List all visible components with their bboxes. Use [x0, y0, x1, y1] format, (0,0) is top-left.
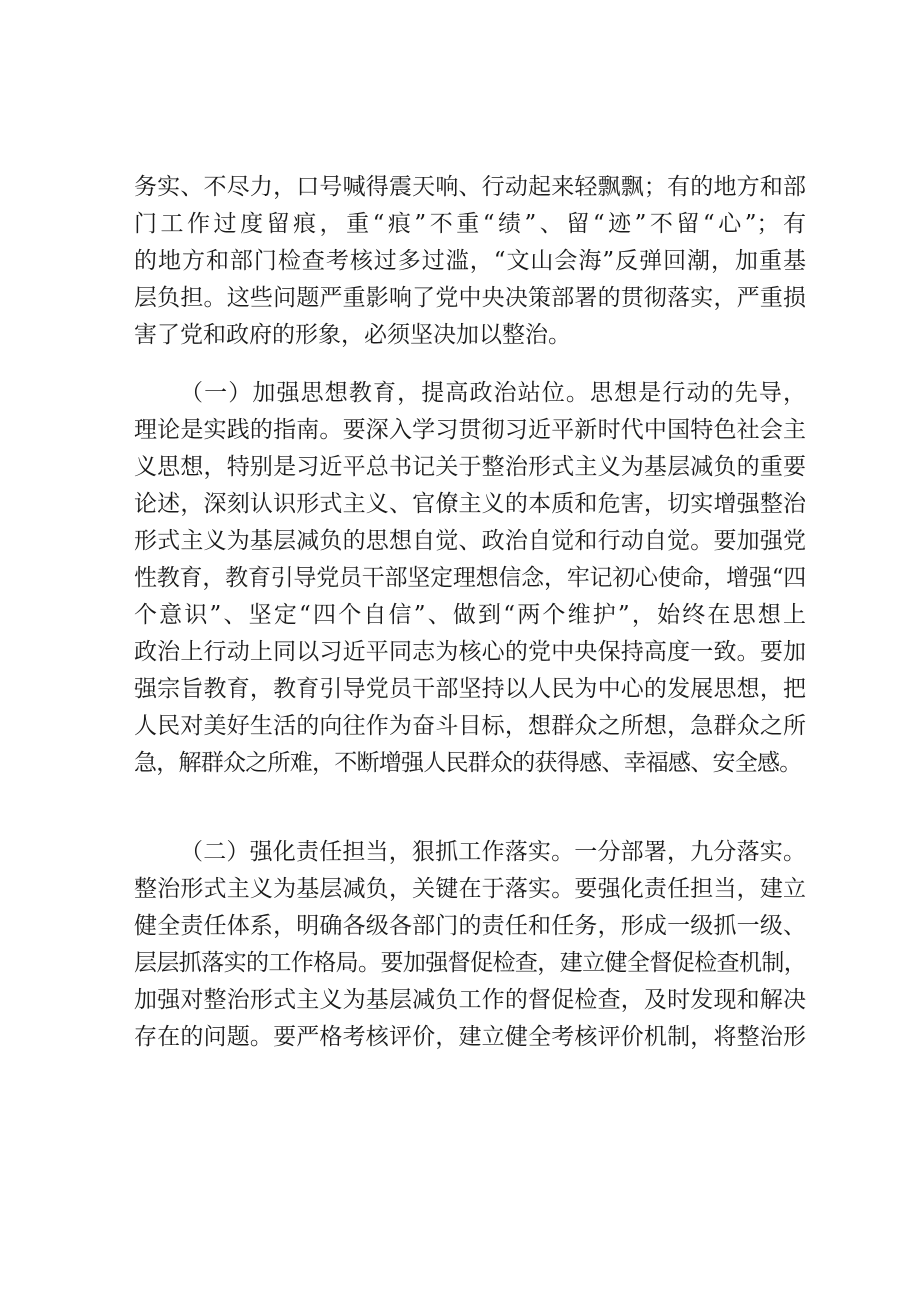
- text-line: 义思想，特别是习近平总书记关于整治形式主义为基层减负的重要: [134, 454, 806, 480]
- text-line: 害了党和政府的形象，必须坚决加以整治。: [134, 322, 571, 348]
- paragraph-continued: [134, 169, 806, 354]
- text-line: 加强对整治形式主义为基层减负工作的督促检查，及时发现和解决: [134, 987, 806, 1013]
- text-line: 政治上行动上同以习近平同志为核心的党中央保持高度一致。要加: [134, 639, 806, 665]
- text-line: 整治形式主义为基层减负，关键在于落实。要强化责任担当，建立: [134, 876, 806, 902]
- text-line: 论述，深刻认识形式主义、官僚主义的本质和危害，切实增强整治: [134, 491, 806, 517]
- text-line: 健全责任体系，明确各级各部门的责任和任务，形成一级抓一级、: [134, 913, 806, 939]
- paragraph-responsibility: [134, 834, 806, 1056]
- text-line-indented: （二）强化责任担当，狠抓工作落实。一分部署，九分落实。: [180, 839, 806, 865]
- text-line: 理论是实践的指南。要深入学习贯彻习近平新时代中国特色社会主: [134, 417, 806, 443]
- text-line: 强宗旨教育，教育引导党员干部坚持以人民为中心的发展思想，把: [134, 676, 806, 702]
- text-line: 门工作过度留痕，重“痕”不重“绩”、留“迹”不留“心”；有: [134, 211, 806, 237]
- text-line-indented: （一）加强思想教育，提高政治站位。思想是行动的先导，: [180, 380, 806, 406]
- paragraph-ideological-education: [134, 375, 806, 782]
- text-line: 急，解群众之所难，不断增强人民群众的获得感、幸福感、安全感。: [134, 750, 802, 776]
- text-line: 形式主义为基层减负的思想自觉、政治自觉和行动自觉。要加强党: [134, 528, 806, 554]
- text-line: 层层抓落实的工作格局。要加强督促检查，建立健全督促检查机制，: [134, 950, 806, 976]
- text-line: 的地方和部门检查考核过多过滥，“文山会海”反弹回潮，加重基: [134, 248, 806, 274]
- text-line: 性教育，教育引导党员干部坚定理想信念，牢记初心使命，增强“四: [134, 565, 806, 591]
- text-line: 层负担。这些问题严重影响了党中央决策部署的贯彻落实，严重损: [134, 285, 806, 311]
- text-line: 务实、不尽力，口号喊得震天响、行动起来轻飘飘；有的地方和部: [134, 174, 806, 200]
- text-line: 存在的问题。要严格考核评价，建立健全考核评价机制，将整治形: [134, 1024, 806, 1050]
- text-line: 个意识”、坚定“四个自信”、做到“两个维护”，始终在思想上: [134, 602, 806, 628]
- text-line: 人民对美好生活的向往作为奋斗目标，想群众之所想，急群众之所: [134, 713, 806, 739]
